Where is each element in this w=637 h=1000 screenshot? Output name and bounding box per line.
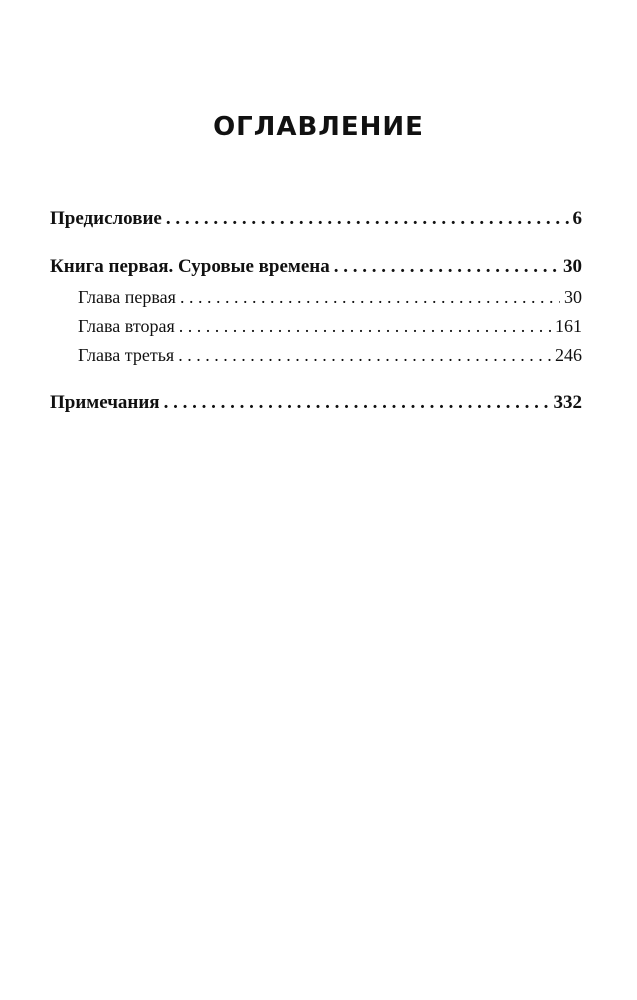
toc-entry-page: 332 (553, 392, 582, 413)
toc-entry-label: Примечания (50, 392, 160, 413)
toc-entry-page: 30 (564, 287, 582, 307)
toc-entry-label: Глава первая (78, 287, 176, 307)
toc-entry-chapter-two (78, 314, 582, 338)
toc-entry-chapter-three (78, 343, 582, 367)
toc-entry-label: Книга первая. Суровые времена (50, 256, 330, 277)
toc-entry-label: Глава третья (78, 345, 175, 365)
toc-entry-preface (50, 207, 582, 231)
page-title: ОГЛАВЛЕНИЕ (213, 112, 424, 142)
dot-leader (179, 314, 551, 338)
dot-leader (180, 285, 560, 309)
dot-leader (334, 255, 559, 279)
toc-entry-page: 30 (563, 256, 582, 277)
dot-leader (178, 343, 551, 367)
dot-leader (166, 207, 569, 231)
toc-entry-book-one (50, 255, 582, 279)
toc-entry-label: Предисловие (50, 208, 162, 229)
toc-entry-notes (50, 391, 582, 415)
toc-entry-page: 161 (555, 316, 582, 336)
toc-entry-page: 6 (572, 208, 582, 229)
toc-entry-page: 246 (555, 345, 582, 365)
dot-leader (164, 391, 550, 415)
toc-entry-label: Глава вторая (78, 316, 175, 336)
toc-entry-chapter-one (78, 285, 582, 309)
